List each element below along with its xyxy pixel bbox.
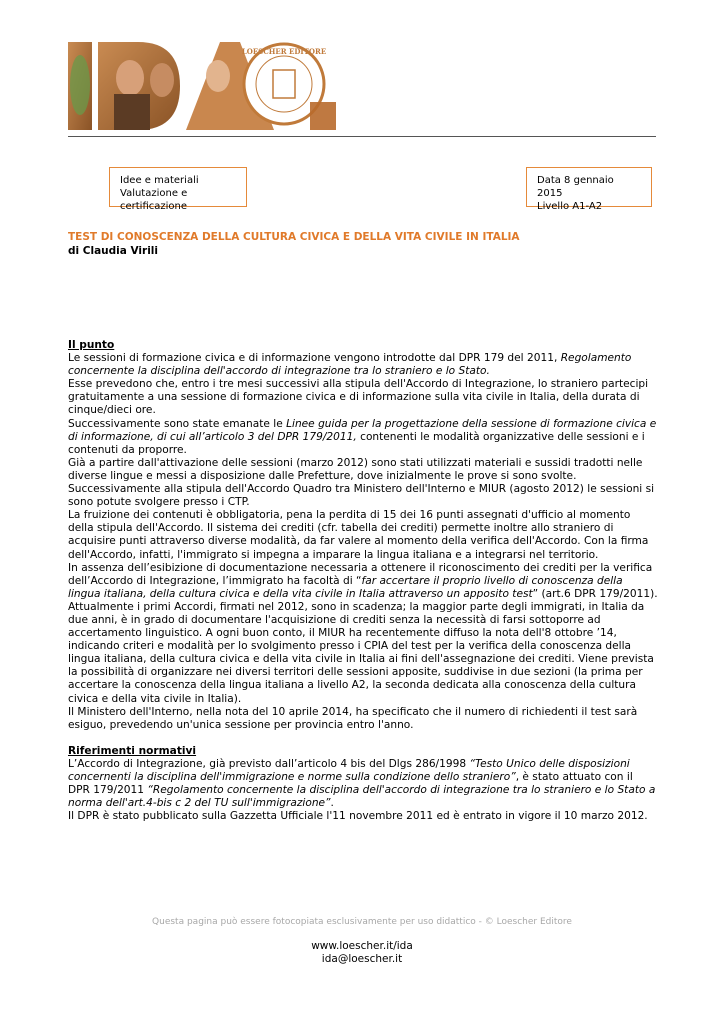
copyright-note: Questa pagina può essere fotocopiata esclusivamente per uso didattico - © Loescher Editore	[152, 917, 572, 927]
svg-text:LOESCHER EDITORE: LOESCHER EDITORE	[241, 47, 327, 56]
paragraph: Successivamente alla stipula dell'Accordo Quadro tra Ministero dell'Interno e MIUR (agosto 2012) le sessioni si sono potute svolgere presso i CTP.	[68, 483, 655, 509]
paragraph: In assenza dell’esibizione di documentazione necessaria a ottenere il riconoscimento dei crediti per la verifica dell’Accordo di Integrazione, l’immigrato ha facoltà di “far accertare il proprio livello di conoscenza della lingua italiana, della cultura civica e della vita civile in Italia attraverso un apposito test” (art.6 DPR 179/2011).	[68, 561, 658, 600]
date-text: Data 8 gennaio 2015	[537, 175, 614, 199]
website-link[interactable]: www.loescher.it/ida	[311, 940, 413, 952]
paragraph: Attualmente i primi Accordi, firmati nel 2012, sono in scadenza; la maggior parte degli immigrati, in Italia da due anni, è in grado di documentare l'acquisizione di crediti senza la necessità di farsi sottoporre ad accertamento linguistico. A ogni buon conto, il MIUR ha recentemente diffuso la nota dell'8 ottobre ’14, indicando criteri e modalità per lo svolgimento presso i CPIA del test per la verifica della conoscenza della lingua italiana, della cultura civica e della vita civile in Italia ai fini dell'assegnazione dei crediti. Viene prevista la possibilità di organizzare nei diversi territori delle sessioni apposite, suddivise in due sezioni (la prima per accertare la conoscenza della lingua italiana a livello A2, la seconda dedicata alla conoscenza della cultura civica e della vita civile in Italia).	[68, 600, 654, 705]
footer-links	[0, 940, 724, 966]
email-link[interactable]: ida@loescher.it	[321, 953, 403, 965]
paragraph: Esse prevedono che, entro i tre mesi successivi alla stipula dell'Accordo di Integrazione, lo straniero partecipi gratuitamente a una sessione di formazione civica e di informazione sulla vita civile in Italia, della durata di cinque/dieci ore.	[68, 378, 649, 417]
header-rule	[68, 136, 656, 137]
paragraph: Il Ministero dell'Interno, nella nota del 10 aprile 2014, ha specificato che il numero di richiedenti il test sarà esiguo, prevedendo un'unica sessione per provincia entro l'anno.	[68, 705, 638, 731]
section-heading-riferimenti: Riferimenti normativi	[68, 744, 197, 757]
level-text: Livello A1-A2	[537, 201, 603, 212]
paragraph: Le sessioni di formazione civica e di informazione vengono introdotte dal DPR 179 del 2011, Regolamento concernente la disciplina dell'accordo di integrazione tra lo straniero e lo Stato.	[68, 352, 632, 378]
category-box	[109, 167, 247, 212]
category-line1: Idee e materiali	[120, 175, 199, 186]
ida-logo	[68, 40, 338, 132]
paragraph: Già a partire dall'attivazione delle sessioni (marzo 2012) sono stati utilizzati materiali e sussidi tradotti nelle diverse lingue e messi a disposizione dalle Prefetture, dove inizialmente le prove si sono svolte.	[68, 456, 643, 482]
category-line2: Valutazione e certificazione	[120, 188, 188, 212]
paragraph: Successivamente sono state emanate le Linee guida per la progettazione della sessione di formazione civica e di informazione, di cui all’articolo 3 del DPR 179/2011, contenenti le modalità organizzative delle sessioni e i contenuti da proporre.	[68, 417, 657, 456]
author: di Claudia Virili	[68, 245, 159, 257]
document-title: TEST DI CONOSCENZA DELLA CULTURA CIVICA E DELLA VITA CIVILE IN ITALIA	[68, 231, 520, 243]
section-heading-il-punto: Il punto	[68, 339, 115, 351]
date-level-box	[526, 167, 652, 212]
logo-graphic	[68, 40, 338, 132]
paragraph: Il DPR è stato pubblicato sulla Gazzetta Ufficiale l'11 novembre 2011 ed è entrato in vigore il 10 marzo 2012.	[68, 810, 648, 823]
main-content	[68, 339, 658, 823]
paragraph: La fruizione dei contenuti è obbligatoria, pena la perdita di 15 dei 16 punti assegnati d'ufficio al momento della stipula dell'Accordo. Il sistema dei crediti (cfr. tabella dei crediti) permette inoltre allo straniero di acquisire punti attraverso diverse modalità, da far valere al momento della verifica dell'Accordo. Con la firma dell'Accordo, infatti, l'immigrato si impegna a imparare la lingua italiana e a integrarsi nel territorio.	[68, 509, 649, 561]
paragraph: L’Accordo di Integrazione, già previsto dall’articolo 4 bis del Dlgs 286/1998 “Testo Unico delle disposizioni concernenti la disciplina dell'immigrazione e norme sulla condizione dello straniero”, è stato attuato con il DPR 179/2011 “Regolamento concernente la disciplina dell'accordo di integrazione tra lo straniero e lo Stato a norma dell'art.4-bis c 2 del TU sull'immigrazione”.	[68, 757, 656, 810]
